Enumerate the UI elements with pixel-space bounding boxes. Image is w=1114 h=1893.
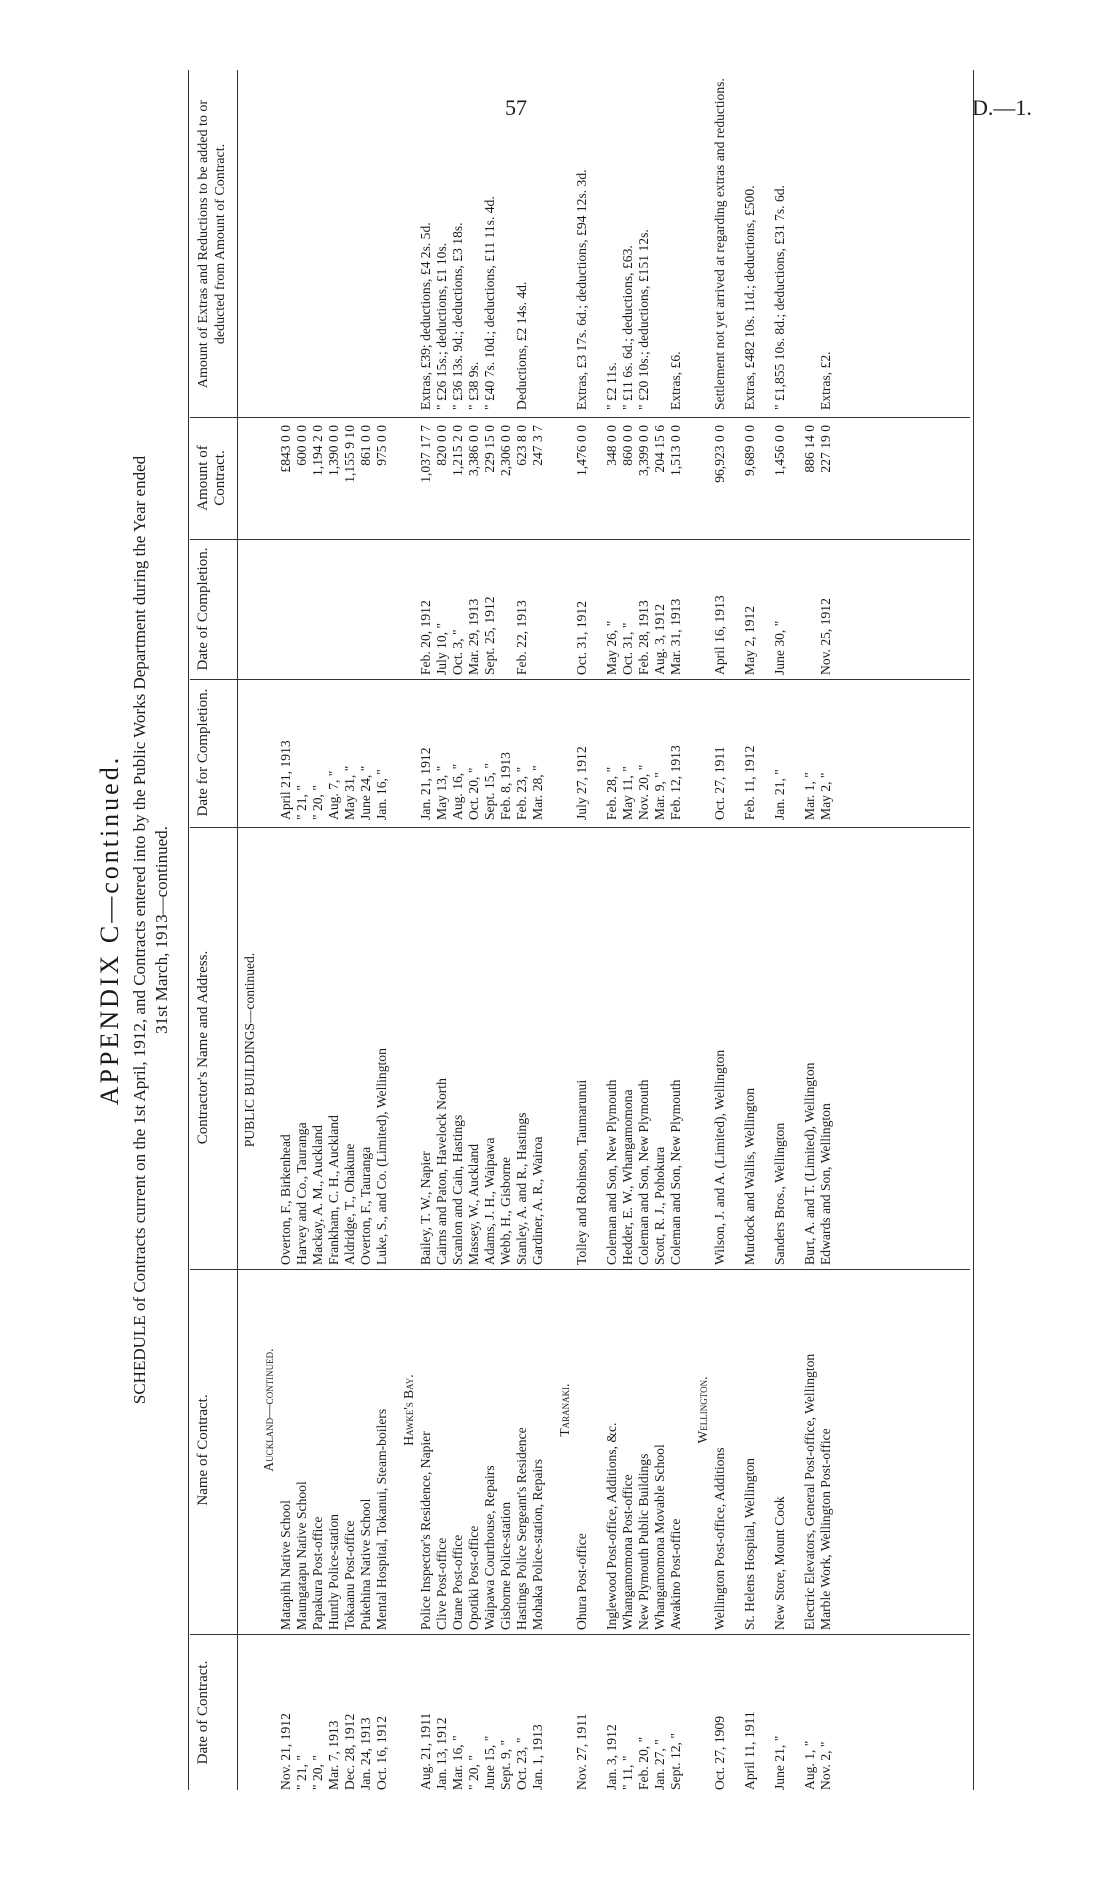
contract-date: Sept. 9, " [498, 1739, 513, 1790]
contract-amount: £843 0 0 [278, 425, 293, 473]
contractor-name: Coleman and Son, New Plymouth [636, 1079, 651, 1265]
contractor-name: Wilson, J. and A. (Limited), Wellington [712, 1049, 727, 1265]
header-date-of-contract: Date of Contract. [195, 1660, 211, 1765]
contract-amount: 3,399 0 0 [636, 425, 651, 476]
contractor-name: Coleman and Son, New Plymouth [604, 1079, 619, 1265]
table-row [482, 70, 498, 1790]
contractor-name: Bailey, T. W., Napier [418, 1151, 433, 1265]
contractor-name: Frankham, C. H., Auckland [326, 1115, 341, 1265]
contract-date: Jan. 24, 1913 [358, 1717, 373, 1790]
contract-amount: 1,513 0 0 [668, 425, 683, 476]
contract-amount: 3,386 0 0 [466, 425, 481, 476]
table-row [574, 70, 604, 1790]
table-row [278, 70, 294, 1790]
table-bottom-rule [973, 70, 974, 1790]
table-row [498, 70, 514, 1790]
contract-name: Maungatapu Native School [294, 1481, 309, 1630]
contract-name: Whangamomona Post-office [620, 1474, 635, 1630]
contract-date: Nov. 21, 1912 [278, 1713, 293, 1790]
table-row [530, 70, 546, 1790]
contract-amount: 860 0 0 [620, 425, 635, 466]
extras-reductions: Extras, £482 10s. 11d.; deductions, £500. [742, 185, 757, 410]
date-for-completion: June 24, " [358, 765, 373, 820]
date-for-completion: April 21, 1913 [278, 740, 293, 820]
contract-date: Sept. 12, " [668, 1733, 683, 1790]
date-of-completion: May 2, 1912 [742, 605, 757, 675]
extras-reductions: Deductions, £2 14s. 4d. [514, 281, 529, 410]
contract-section [694, 70, 844, 1790]
contract-date: " 21, " [294, 1755, 309, 1790]
contract-name: Awakino Post-office [668, 1518, 683, 1630]
table-row [466, 70, 482, 1790]
date-of-completion: Oct. 31, " [620, 622, 635, 675]
contractor-name: Webb, H., Gisborne [498, 1156, 513, 1265]
date-for-completion: Oct. 27, 1911 [712, 746, 727, 820]
contractor-name: Cairns and Paton, Havelock North [434, 1078, 449, 1265]
date-of-completion: April 16, 1913 [712, 595, 727, 675]
contract-date: June 15, " [482, 1735, 497, 1790]
extras-reductions: " £1,855 10s. 8d.; deductions, £31 7s. 6d. [772, 185, 787, 410]
table-row [434, 70, 450, 1790]
table-row [620, 70, 636, 1790]
contract-amount: 861 0 0 [358, 425, 373, 466]
contract-name: St. Helens Hospital, Wellington [742, 1458, 757, 1630]
date-for-completion: Mar. 9, " [652, 772, 667, 820]
contract-name: Mohaka Police-station, Repairs [530, 1458, 545, 1630]
rotated-schedule [75, 70, 1035, 1790]
extras-reductions: " £38 9s. [466, 361, 481, 410]
contractor-name: Mackay, A. M., Auckland [310, 1125, 325, 1265]
date-of-completion: Aug. 3, 1912 [652, 604, 667, 675]
date-for-completion: Feb. 8, 1913 [498, 752, 513, 820]
contract-amount: 1,476 0 0 [574, 425, 589, 476]
header-date-for-completion: Date for Completion. [195, 688, 211, 817]
date-of-completion: Mar. 29, 1913 [466, 598, 481, 675]
table-row [450, 70, 466, 1790]
contract-name: Mental Hospital, Tokanui, Steam-boilers [374, 1408, 389, 1630]
table-body [240, 70, 844, 1790]
contract-date: Jan. 1, 1913 [530, 1724, 545, 1790]
date-for-completion: Jan. 16, " [374, 769, 389, 820]
contract-amount: 820 0 0 [434, 425, 449, 466]
contract-amount: 247 3 7 [530, 425, 545, 466]
header-extras: Amount of Extras and Reductions to be added to or deducted from Amount of Contract. [196, 99, 228, 389]
contract-section [260, 70, 400, 1790]
contract-amount: 1,037 17 7 [418, 425, 433, 483]
contract-date: Jan. 27, " [652, 1739, 667, 1790]
date-for-completion: May 31, " [342, 765, 357, 820]
contractor-name: Sanders Bros., Wellington [772, 1122, 787, 1265]
contractor-name: Burt, A. and T. (Limited), Wellington [802, 1062, 817, 1265]
section-gap [546, 70, 556, 1790]
contractor-name: Adams, J. H., Waipawa [482, 1137, 497, 1265]
contract-amount: 600 0 0 [294, 425, 309, 466]
contract-amount: 886 14 0 [802, 425, 817, 473]
date-for-completion: Mar. 1, " [802, 772, 817, 820]
extras-reductions: Extras, £39; deductions, £4 2s. 5d. [418, 222, 433, 410]
contract-date: Oct. 23, " [514, 1737, 529, 1790]
table-row [818, 70, 834, 1790]
page-number: 57 [505, 95, 527, 120]
schedule-title-line-2: 31st March, 1913—continued. [152, 826, 171, 1034]
contract-amount: 348 0 0 [604, 425, 619, 466]
contract-date: Feb. 20, " [636, 1736, 651, 1790]
contractor-name: Murdock and Wallis, Wellington [742, 1087, 757, 1265]
contractor-name: Stanley, A. and R., Hastings [514, 1112, 529, 1265]
header-name-of-contract: Name of Contract. [195, 1394, 211, 1506]
table-row [668, 70, 684, 1790]
contractor-name: Edwards and Son, Wellington [818, 1103, 833, 1265]
date-for-completion: Jan. 21, " [772, 769, 787, 820]
contract-amount: 1,215 2 0 [450, 425, 465, 476]
contractor-name: Gardiner, A. R., Wairoa [530, 1136, 545, 1265]
contract-date: Nov. 2, " [818, 1741, 833, 1790]
section-heading [556, 70, 574, 1790]
contract-name: Waipawa Courthouse, Repairs [482, 1465, 497, 1630]
date-for-completion: " 20, " [310, 785, 325, 820]
date-of-completion: July 10, " [434, 623, 449, 675]
contract-name: Opotiki Post-office [466, 1525, 481, 1630]
appendix-title: APPENDIX C—continued. [95, 754, 124, 1106]
date-of-completion: Sept. 25, 1912 [482, 596, 497, 675]
contract-amount: 1,456 0 0 [772, 425, 787, 476]
date-for-completion: Jan. 21, 1912 [418, 747, 433, 820]
contract-amount: 204 15 6 [652, 425, 667, 473]
schedule-title [129, 70, 173, 1790]
date-for-completion: Oct. 20, " [466, 767, 481, 820]
table-row [310, 70, 326, 1790]
table-row [636, 70, 652, 1790]
contract-name: Otane Post-office [450, 1534, 465, 1630]
date-of-completion: Feb. 22, 1913 [514, 600, 529, 675]
table-row [742, 70, 772, 1790]
date-of-completion: Feb. 28, 1913 [636, 600, 651, 675]
extras-reductions: " £2 11s. [604, 362, 619, 410]
contract-name: Gisborne Police-station [498, 1502, 513, 1630]
table-top-rule [188, 70, 189, 1790]
date-of-completion: May 26, " [604, 620, 619, 675]
contract-date: " 20, " [310, 1755, 325, 1790]
contract-date: Aug. 1, " [802, 1740, 817, 1790]
heading-block [75, 70, 173, 1790]
extras-reductions: Extras, £2. [818, 351, 833, 410]
section-heading [400, 70, 418, 1790]
contractor-name: Overton, F., Tauranga [358, 1146, 373, 1265]
contractor-name: Tolley and Robinson, Taumarunui [574, 1079, 589, 1265]
section-gap [684, 70, 694, 1790]
section-heading-text: Auckland—continued. [261, 1348, 276, 1472]
contract-name: Pukehina Native School [358, 1498, 373, 1630]
table-row [772, 70, 802, 1790]
section-gap [834, 70, 844, 1790]
extras-reductions: " £40 7s. 10d.; deductions, £11 11s. 4d. [482, 196, 497, 410]
table-row [374, 70, 390, 1790]
contractor-name: Hedder, E. W., Whangamomona [620, 1089, 635, 1265]
contract-amount: 1,194 2 0 [310, 425, 325, 476]
extras-reductions: " £26 15s.; deductions, £1 10s. [434, 242, 449, 410]
contract-section [400, 70, 556, 1790]
contract-date: " 11, " [620, 1755, 635, 1790]
table-row [712, 70, 742, 1790]
contract-date: April 11, 1911 [742, 1711, 757, 1790]
date-for-completion: Nov. 20, " [636, 764, 651, 820]
date-for-completion: July 27, 1912 [574, 746, 589, 820]
section-heading [694, 70, 712, 1790]
contract-amount: 96,923 0 0 [712, 425, 727, 483]
date-for-completion: " 21, " [294, 785, 309, 820]
contract-name: Matapihi Native School [278, 1500, 293, 1630]
table-row [342, 70, 358, 1790]
contract-amount: 227 19 0 [818, 425, 833, 473]
table-row [294, 70, 310, 1790]
sections-container [260, 70, 844, 1790]
date-for-completion: Mar. 28, " [530, 765, 545, 820]
contract-name: Electric Elevators, General Post-office, Wellington [802, 1353, 817, 1630]
section-heading-text: Hawke's Bay. [401, 1374, 416, 1446]
contract-amount: 9,689 0 0 [742, 425, 757, 476]
contract-date: Mar. 16, " [450, 1735, 465, 1790]
table-row [802, 70, 818, 1790]
contract-section [556, 70, 694, 1790]
contract-name: Police Inspector's Residence, Napier [418, 1431, 433, 1630]
header-date-of-completion: Date of Completion. [195, 547, 211, 671]
contract-amount: 229 15 0 [482, 425, 497, 473]
date-for-completion: Feb. 12, 1913 [668, 745, 683, 820]
contract-date: Jan. 13, 1912 [434, 1717, 449, 1790]
contract-date: June 21, " [772, 1735, 787, 1790]
contract-amount: 2,306 0 0 [498, 425, 513, 476]
header-contractor: Contractor's Name and Address. [195, 950, 211, 1145]
date-for-completion: Feb. 11, 1912 [742, 745, 757, 820]
contract-name: Huntly Police-station [326, 1514, 341, 1630]
date-for-completion: May 13, " [434, 765, 449, 820]
date-for-completion: Feb. 23, " [514, 766, 529, 820]
contract-name: New Plymouth Public Buildings [636, 1453, 651, 1630]
extras-reductions: Settlement not yet arrived at regarding extras and reductions. [712, 78, 727, 410]
date-of-completion: Oct. 3, " [450, 629, 465, 675]
extras-reductions: " £20 10s.; deductions, £151 12s. [636, 229, 651, 410]
contract-amount: 975 0 0 [374, 425, 389, 466]
header-bottom-rule [237, 70, 238, 1790]
contractor-name: Overton, F., Birkenhead [278, 1134, 293, 1265]
contract-date: Oct. 27, 1909 [712, 1715, 727, 1790]
contract-amount: 1,155 9 10 [342, 425, 357, 483]
contract-name: Hastings Police Sergeant's Residence [514, 1427, 529, 1630]
contract-name: New Store, Mount Cook [772, 1496, 787, 1630]
contract-amount: 623 8 0 [514, 425, 529, 466]
contract-date: " 20, " [466, 1755, 481, 1790]
date-for-completion: Aug. 16, " [450, 763, 465, 820]
date-of-completion: Nov. 25, 1912 [818, 598, 833, 675]
contractor-name: Harvey and Co., Tauranga [294, 1122, 309, 1265]
table-row [604, 70, 620, 1790]
contract-name: Wellington Post-office, Additions [712, 1447, 727, 1630]
contract-date: Nov. 27, 1911 [574, 1713, 589, 1790]
contractor-name: Aldridge, T., Ohakune [342, 1143, 357, 1265]
date-of-completion: Mar. 31, 1913 [668, 598, 683, 675]
date-for-completion: May 2, " [818, 772, 833, 820]
contract-name: Whangamomona Movable School [652, 1444, 667, 1630]
contract-date: Oct. 16, 1912 [374, 1715, 389, 1790]
extras-reductions: Extras, £6. [668, 351, 683, 410]
section-heading [260, 70, 278, 1790]
contract-date: Aug. 21, 1911 [418, 1712, 433, 1790]
contract-name: Tokaanu Post-office [342, 1520, 357, 1630]
contractor-name: Coleman and Son, New Plymouth [668, 1079, 683, 1265]
date-for-completion: May 11, " [620, 766, 635, 820]
header-amount: Amount of Contract. [195, 445, 228, 511]
contract-date: Mar. 7, 1913 [326, 1720, 341, 1790]
table-row [652, 70, 668, 1790]
contract-date: Dec. 28, 1912 [342, 1713, 357, 1790]
contractor-name: Luke, S., and Co. (Limited), Wellington [374, 1048, 389, 1265]
extras-reductions: " £11 6s. 6d.; deductions, £63. [620, 245, 635, 410]
extras-reductions: Extras, £3 17s. 6d.; deductions, £94 12s. 3d. [574, 169, 589, 410]
date-for-completion: Aug. 7, " [326, 770, 341, 820]
schedule-title-line-1: SCHEDULE of Contracts current on the 1st April, 1912, and Contracts entered into by the Public Works Department during the Year ended [130, 455, 149, 1405]
contract-name: Clive Post-office [434, 1537, 449, 1630]
contract-name: Inglewood Post-office, Additions, &c. [604, 1422, 619, 1630]
section-heading-text: Wellington. [695, 1376, 710, 1444]
extras-reductions: " £36 13s. 9d.; deductions, £3 18s. [450, 222, 465, 410]
section-heading-text: Taranaki. [557, 1383, 572, 1437]
date-for-completion: Feb. 28, " [604, 766, 619, 820]
date-for-completion: Sept. 15, " [482, 763, 497, 820]
table-row [514, 70, 530, 1790]
contractor-name: Scanlon and Cain, Hastings [450, 1114, 465, 1265]
document-reference: D.—1. [972, 95, 1032, 120]
date-of-completion: Oct. 31, 1912 [574, 600, 589, 675]
date-of-completion: Feb. 20, 1912 [418, 600, 433, 675]
contract-name: Papakura Post-office [310, 1516, 325, 1630]
contractor-name: Massey, W., Auckland [466, 1143, 481, 1265]
table-row [418, 70, 434, 1790]
table-row [326, 70, 342, 1790]
contract-name: Marble Work, Wellington Post-office [818, 1428, 833, 1630]
contractor-name: Scott, R. J., Pohokura [652, 1146, 667, 1265]
table-row [358, 70, 374, 1790]
contract-name: Ohura Post-office [574, 1533, 589, 1630]
date-of-completion: June 30, " [772, 620, 787, 675]
contract-amount: 1,390 0 0 [326, 425, 341, 476]
public-buildings-heading: PUBLIC BUILDINGS—continued. [242, 952, 257, 1148]
section-gap [390, 70, 400, 1790]
contract-date: Jan. 3, 1912 [604, 1724, 619, 1790]
